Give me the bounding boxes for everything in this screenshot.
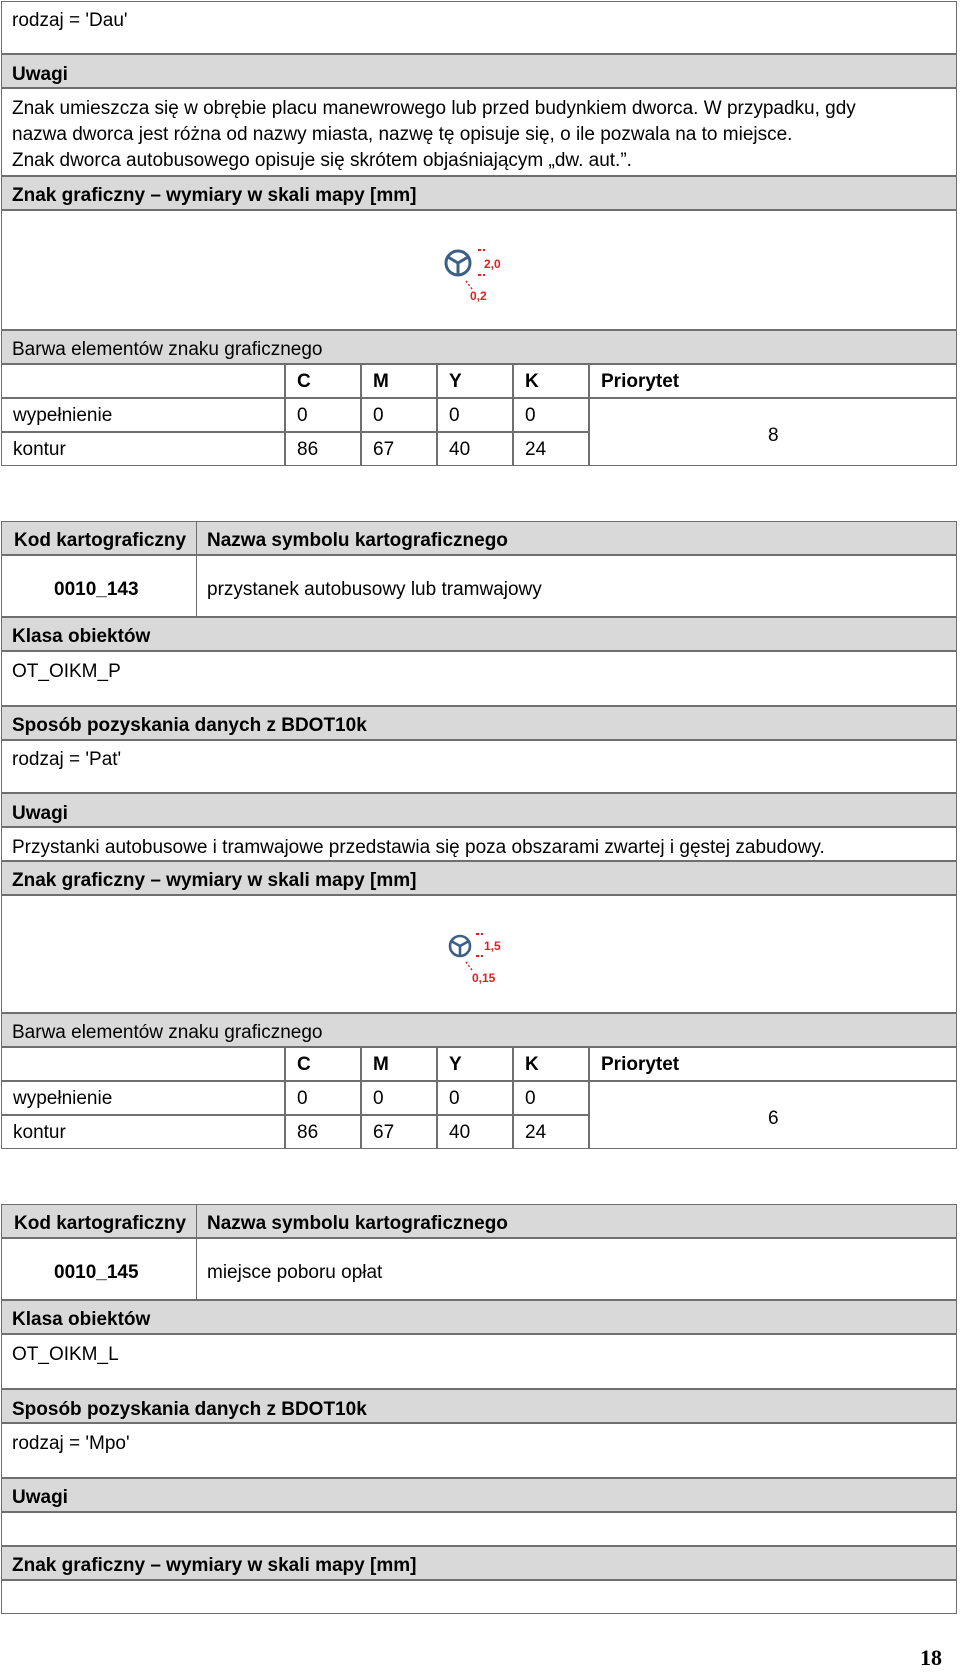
row-contour-m: 67 — [361, 1115, 437, 1149]
rodzaj-row — [1, 1, 957, 54]
symbol-size-label: 2,0 — [484, 257, 501, 271]
nazwa-label: Nazwa symbolu kartograficznego — [207, 530, 508, 551]
color-header-priority: Priorytet — [589, 1047, 957, 1081]
klasa-label: Klasa obiektów — [12, 626, 151, 647]
priority-value: 6 — [768, 1108, 779, 1129]
row-contour-k: 24 — [513, 1115, 589, 1149]
row-contour-label: kontur — [1, 1115, 285, 1149]
color-header-y: Y — [437, 364, 513, 398]
sposob-body — [1, 1423, 957, 1478]
sposob-body — [1, 740, 957, 793]
row-contour-y: 40 — [437, 432, 513, 466]
nazwa-label: Nazwa symbolu kartograficznego — [207, 1213, 508, 1234]
klasa-label: Klasa obiektów — [12, 1309, 151, 1330]
row-fill-c: 0 — [285, 398, 361, 432]
rodzaj-value: rodzaj = 'Dau' — [12, 10, 128, 31]
row-contour-m: 67 — [361, 432, 437, 466]
priority-value: 8 — [768, 425, 779, 446]
bus-stop-symbol-icon — [444, 930, 524, 984]
row-fill-m: 0 — [361, 398, 437, 432]
color-header-blank — [1, 364, 285, 398]
color-header-blank — [1, 1047, 285, 1081]
uwagi-header — [1, 54, 957, 88]
znak-body — [1, 1580, 957, 1614]
znak-label: Znak graficzny – wymiary w skali mapy [mm] — [12, 185, 417, 206]
klasa-value: OT_OIKM_P — [12, 661, 121, 682]
uwagi-header — [1, 1478, 957, 1512]
sposob-label: Sposób pozyskania danych z BDOT10k — [12, 1399, 367, 1420]
row-contour-c: 86 — [285, 1115, 361, 1149]
uwagi-body — [1, 1512, 957, 1546]
symbol-stroke-label: 0,15 — [472, 971, 496, 984]
color-header-y: Y — [437, 1047, 513, 1081]
znak-label: Znak graficzny – wymiary w skali mapy [mm] — [12, 870, 417, 891]
color-header-k: K — [513, 364, 589, 398]
uwagi-header — [1, 793, 957, 827]
nazwa-value: miejsce poboru opłat — [207, 1262, 383, 1283]
uwagi-label: Uwagi — [12, 64, 68, 85]
color-header-c: C — [285, 1047, 361, 1081]
row-fill-m: 0 — [361, 1081, 437, 1115]
kod-value: 0010_145 — [54, 1262, 139, 1283]
row-contour-label: kontur — [1, 432, 285, 466]
color-header-m: M — [361, 364, 437, 398]
sposob-value: rodzaj = 'Pat' — [12, 749, 122, 770]
sposob-value: rodzaj = 'Mpo' — [12, 1433, 130, 1454]
znak-label: Znak graficzny – wymiary w skali mapy [mm] — [12, 1555, 417, 1576]
color-header-m: M — [361, 1047, 437, 1081]
klasa-body — [1, 1334, 957, 1389]
symbol-stroke-label: 0,2 — [470, 289, 487, 303]
uwagi-line-1: Znak umieszcza się w obrębie placu manewrowego lub przed budynkiem dworca. W przypadku, gdy — [12, 98, 856, 119]
uwagi-text: Przystanki autobusowe i tramwajowe przedstawia się poza obszarami zwartej i gęstej zabudowy. — [12, 837, 825, 858]
uwagi-line-3: Znak dworca autobusowego opisuje się skrótem objaśniającym „dw. aut.”. — [12, 150, 632, 171]
row-fill-k: 0 — [513, 398, 589, 432]
uwagi-label: Uwagi — [12, 803, 68, 824]
row-fill-c: 0 — [285, 1081, 361, 1115]
row-fill-y: 0 — [437, 1081, 513, 1115]
uwagi-label: Uwagi — [12, 1487, 68, 1508]
nazwa-value: przystanek autobusowy lub tramwajowy — [207, 579, 542, 600]
color-header-c: C — [285, 364, 361, 398]
symbol-size-label: 1,5 — [484, 939, 501, 953]
klasa-value: OT_OIKM_L — [12, 1344, 119, 1365]
kod-label: Kod kartograficzny — [14, 1213, 187, 1234]
row-contour-k: 24 — [513, 432, 589, 466]
row-fill-label: wypełnienie — [1, 1081, 285, 1115]
row-contour-c: 86 — [285, 432, 361, 466]
barwa-label: Barwa elementów znaku graficznego — [12, 339, 323, 360]
color-header-k: K — [513, 1047, 589, 1081]
row-fill-label: wypełnienie — [1, 398, 285, 432]
row-contour-y: 40 — [437, 1115, 513, 1149]
uwagi-line-2: nazwa dworca jest różna od nazwy miasta, nazwę tę opisuje się, o ile pozwala na to miejsce. — [12, 124, 793, 145]
kod-label: Kod kartograficzny — [14, 530, 187, 551]
bus-station-symbol-icon — [440, 245, 520, 303]
barwa-label: Barwa elementów znaku graficznego — [12, 1022, 323, 1043]
kod-value: 0010_143 — [54, 579, 139, 600]
klasa-body — [1, 651, 957, 706]
page-number: 18 — [920, 1645, 942, 1670]
row-fill-y: 0 — [437, 398, 513, 432]
sposob-label: Sposób pozyskania danych z BDOT10k — [12, 715, 367, 736]
row-fill-k: 0 — [513, 1081, 589, 1115]
color-header-priority: Priorytet — [589, 364, 957, 398]
